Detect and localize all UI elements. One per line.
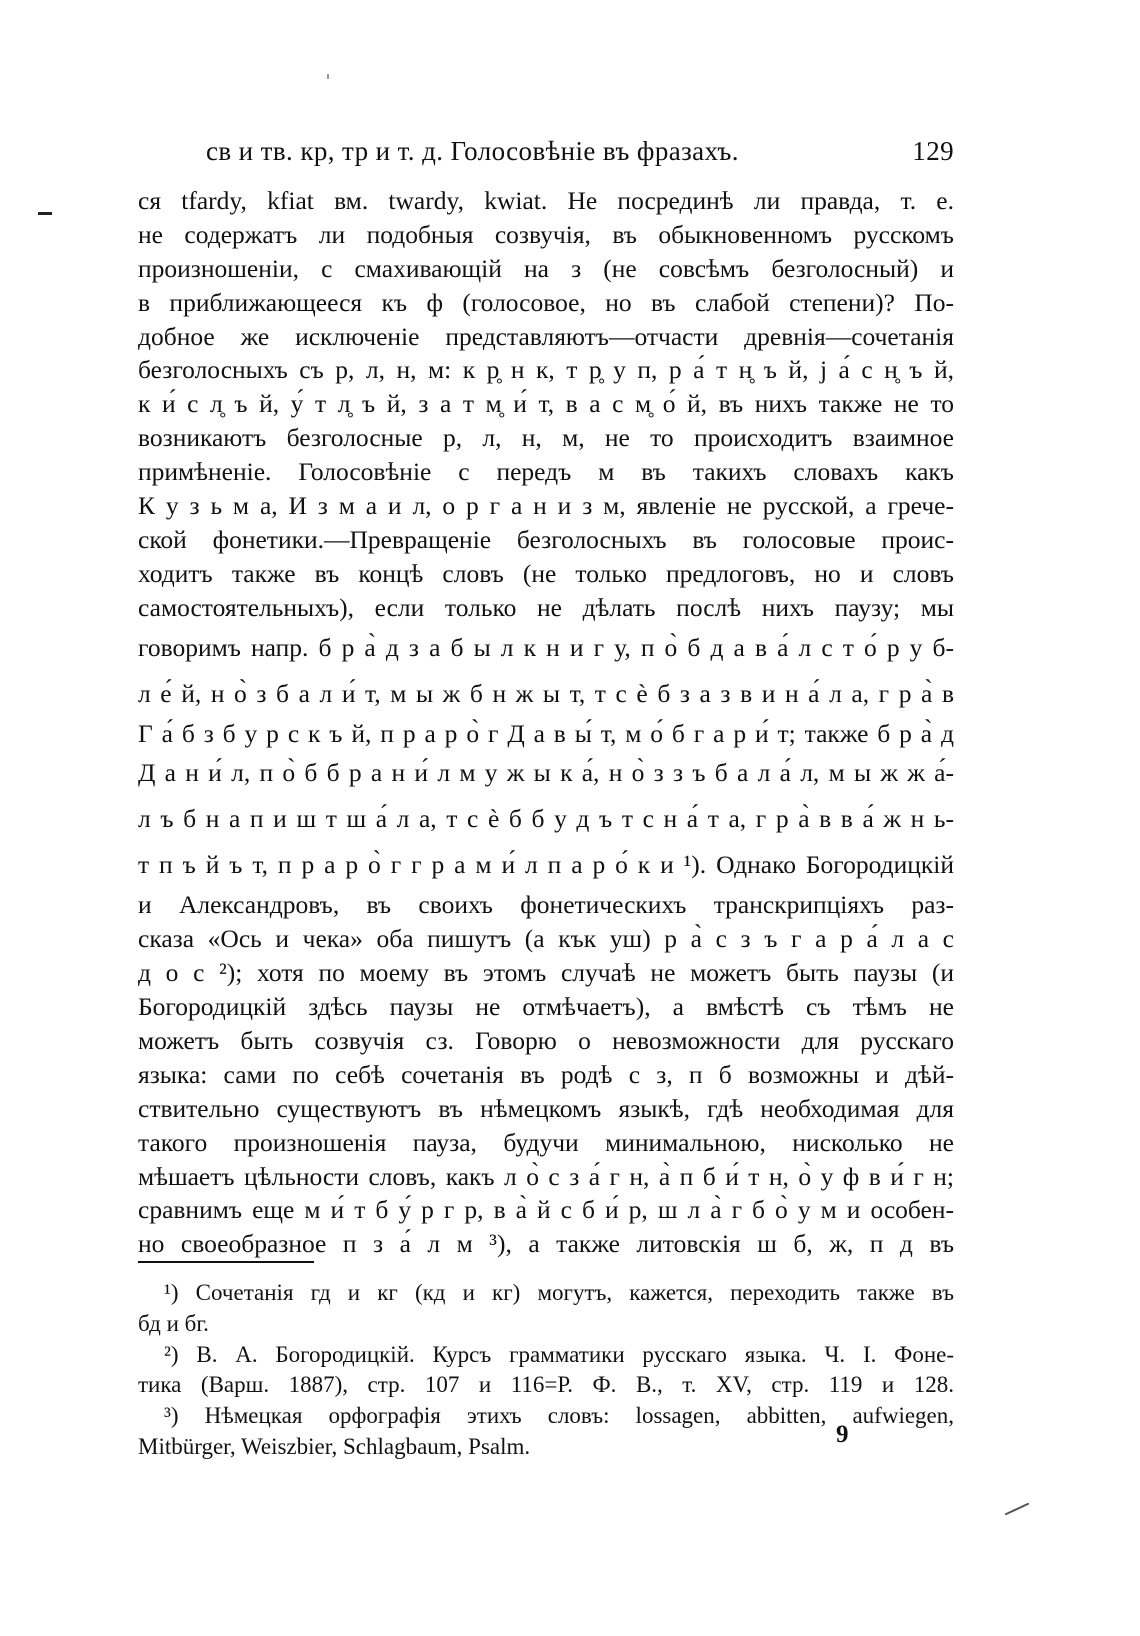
footnote-line: ¹) Сочетанія гд и кг (кд и кг) могутъ, кажется, переходить также въ [164,1280,954,1305]
text-line: произношеніи, с смахивающій на з (не совсѣмъ безголосный) и [138,253,954,283]
running-title: св и тв. кр, тр и т. д. Голосовѣніе въ фразахъ. [206,136,739,166]
text-line: такого произношенія пауза, будучи минимальною, нисколько не [138,1127,954,1157]
text-line: д о с ²); хотя по моему въ этомъ случаѣ не можетъ быть паузы (и [138,958,954,988]
text-line: в приближающееся къ ф (голосовое, но въ слабой степени)? По- [138,287,954,317]
text-line: Богородицкій здѣсь паузы не отмѣчаетъ), а вмѣстѣ съ тѣмъ не [138,992,954,1022]
body-text [138,184,954,1261]
text-line: т п ъ й ъ т, п р а р о̀ г г р а м и́ л п а р о́ к и ¹). Однако Богородицкій [138,850,954,880]
text-line: примѣненіе. Голосовѣніе с передъ м въ такихъ словахъ какъ [138,457,954,487]
text-line: и Александровъ, въ своихъ фонетическихъ транскрипціяхъ раз- [138,890,954,920]
footnote-line: ²) В. А. Богородицкій. Курсъ грамматики русскаго языка. Ч. I. Фоне- [164,1341,954,1367]
scan-tick-mark [327,74,329,79]
running-header [206,134,954,168]
text-line: не содержатъ ли подобныя созвучія, въ обыкновенномъ русскомъ [138,219,954,249]
margin-dash-mark [38,212,52,215]
text-line: мѣшаетъ цѣльности словъ, какъ л о̀ с з а́ г н, а̀ п б и́ т н, о̀ у ф в и́ г н; [138,1161,954,1191]
text-line: л ъ б н а п и ш т ш а́ л а, т с ѐ б б у д ъ т с н а́ т а, г р а̀ в в а́ ж н ь- [138,804,954,834]
footnote-rule [138,1261,314,1263]
footnote-line: Mitbürger, Weiszbier, Schlagbaum, Psalm. [138,1433,531,1459]
footnote-line: ³) Нѣмецкая орфографія этихъ словъ: lossagen, abbitten, aufwiegen, [164,1403,954,1429]
text-line: возникаютъ безголосные р, л, н, м, не то происходитъ взаимное [138,423,954,453]
signature-mark: 9 [836,1421,849,1448]
text-line: ходитъ также въ концѣ словъ (не только предлоговъ, но и словъ [138,558,954,588]
text-line: говоримъ напр. б р а̀ д з а б ы л к н и г у, п о̀ б д а в а́ л с т о́ р у б- [138,632,954,662]
footnote-line: тика (Варш. 1887), стр. 107 и 116=Р. Ф. В., т. XV, стр. 119 и 128. [138,1372,954,1398]
text-line: языка: сами по себѣ сочетанія въ родѣ с з, п б возможны и дѣй- [138,1059,954,1089]
footnotes [138,1278,954,1463]
text-line: сказа «Ось и чека» оба пишутъ (а кък уш) р а̀ с з ъ г а р а́ л а с [138,924,954,954]
text-line: можетъ быть созвучія сз. Говорю о невозможности для русскаго [138,1026,954,1056]
text-line: Д а н и́ л, п о̀ б б р а н и́ л м у ж ы к а́, н о̀ з з ъ б а л а́ л, м ы ж ж а́- [138,758,954,788]
text-line: л е́ й, н о̀ з б а л и́ т, м ы ж б н ж ы т, т с ѐ б з а з в и н а́ л а, г р а̀ в [138,678,954,708]
text-line: сравнимъ еще м и́ т б у́ р г р, в а̀ й с б и́ р, ш л а̀ г б о̀ у м и особен- [138,1195,954,1225]
text-line: К у з ь м а, И з м а и л, о р г а н и з м, явленіе не русской, а грече- [138,491,954,521]
text-line: но своеобразное п з а́ л м ³), а также литовскія ш б, ж, п д въ [138,1229,954,1259]
text-line: ской фонетики.—Превращеніе безголосныхъ въ голосовые проис- [138,524,954,554]
text-line: добное же исключеніе представляютъ—отчасти древнія—сочетанія [138,321,954,351]
text-line: ся tfardy, kfiat вм. twardy, kwiat. Не посрединѣ ли правда, т. е. [138,186,954,215]
text-line: самостоятельныхъ), если только не дѣлать послѣ нихъ паузу; мы [138,592,954,622]
text-line: к и́ с л̥ ъ й, у́ т л̥ ъ й, з а т м̥ и́ т, в а с м̥ о́ й, въ нихъ также не то [138,389,954,419]
footnote-line: бд и бг. [138,1310,209,1336]
page-number: 129 [912,136,954,166]
text-line: ствительно существуютъ въ нѣмецкомъ языкѣ, гдѣ необходимая для [138,1093,954,1123]
text-line: Г а́ б з б у р с к ъ й, п р а р о̀ г Д а в ы́ т, м о́ б г а р и́ т; также б р а̀ д [138,718,954,748]
corner-pen-mark [1005,1503,1029,1516]
text-line: безголосныхъ съ р, л, н, м: к р̥ н к, т р̥ у п, р а́ т н̥ ъ й, j а́ с н̥ ъ й, [138,355,954,385]
